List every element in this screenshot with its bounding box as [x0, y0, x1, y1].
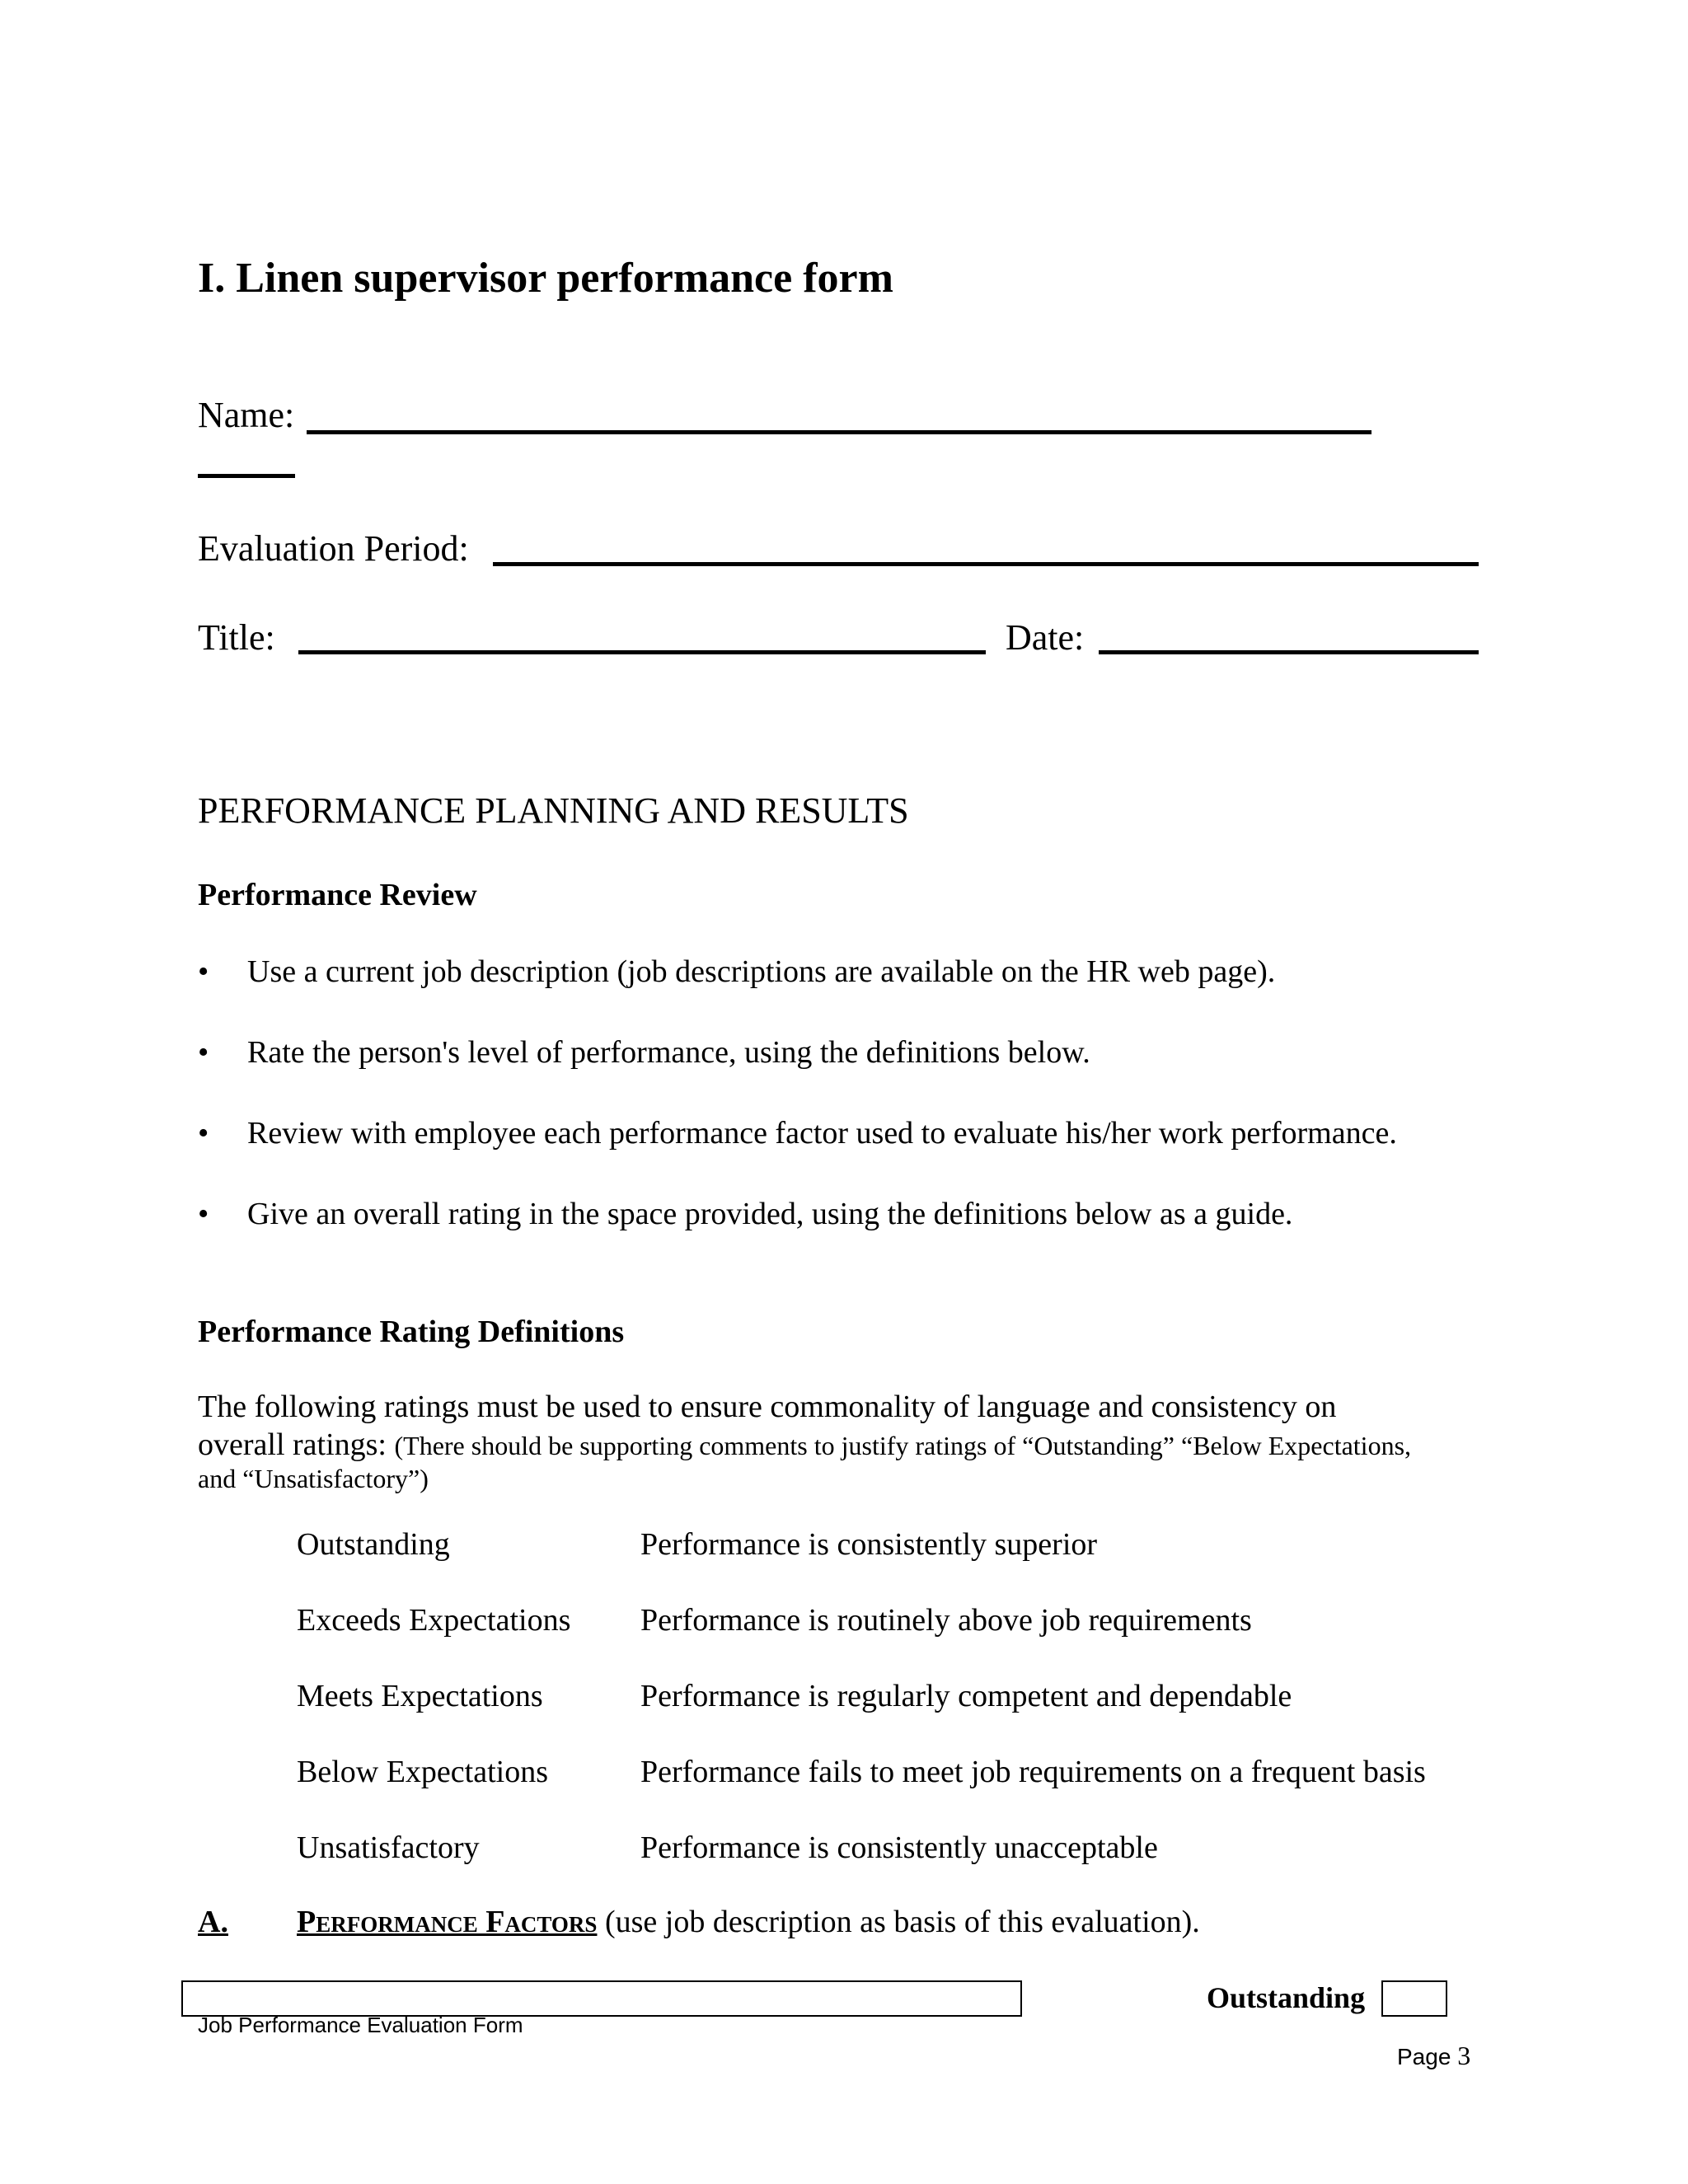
bullet-icon: • [198, 1035, 209, 1070]
name-field[interactable] [307, 430, 1372, 434]
performance-factors-letter: A. [198, 1905, 228, 1939]
performance-review-heading: Performance Review [198, 878, 477, 912]
bullet-item: • Give an overall rating in the space provided, using the definitions below as a guide. [198, 1197, 1293, 1231]
evaluation-period-label: Evaluation Period: [198, 528, 469, 569]
rating-definitions-heading: Performance Rating Definitions [198, 1315, 625, 1349]
performance-factors-title: Performance Factors [297, 1905, 598, 1939]
rating-description: Performance is consistently unacceptable [640, 1830, 1158, 1865]
date-field[interactable] [1099, 650, 1479, 654]
bullet-icon: • [198, 1116, 209, 1151]
bullet-item: • Use a current job description (job descriptions are available on the HR web page). [198, 954, 1276, 989]
rating-intro-line: The following ratings must be used to ensure commonality of language and consistency on [198, 1390, 1337, 1424]
rating-label: Exceeds Expectations [297, 1603, 571, 1638]
rating-intro-line [198, 1426, 1411, 1465]
footer-form-name: Job Performance Evaluation Form [198, 2013, 523, 2037]
rating-intro-note: (There should be supporting comments to justify ratings of “Outstanding” “Below Expectations, [394, 1431, 1412, 1460]
page-number-value: 3 [1457, 2041, 1471, 2070]
bullet-icon: • [198, 954, 209, 989]
rating-description: Performance is regularly competent and dependable [640, 1679, 1292, 1713]
rating-label: Outstanding [297, 1527, 450, 1562]
bullet-item: • Rate the person's level of performance, using the definitions below. [198, 1035, 1090, 1070]
title-field[interactable] [298, 650, 986, 654]
name-label: Name: [198, 395, 295, 435]
rating-description: Performance is routinely above job requirements [640, 1603, 1252, 1638]
outstanding-checkbox[interactable] [1381, 1980, 1447, 2017]
rating-label: Unsatisfactory [297, 1830, 480, 1865]
page-label: Page [1397, 2044, 1451, 2069]
date-label: Date: [1006, 617, 1085, 658]
title-label: Title: [198, 617, 275, 658]
rating-label: Meets Expectations [297, 1679, 543, 1713]
section-heading: PERFORMANCE PLANNING AND RESULTS [198, 790, 909, 831]
performance-factors-heading [198, 1904, 1200, 1940]
bullet-icon: • [198, 1197, 209, 1231]
bullet-item: • Review with employee each performance factor used to evaluate his/her work performance. [198, 1116, 1397, 1151]
rating-description: Performance is consistently superior [640, 1527, 1098, 1562]
page-number [1397, 2041, 1470, 2071]
performance-factors-note: (use job description as basis of this evaluation). [604, 1905, 1200, 1939]
page-title: I. Linen supervisor performance form [198, 255, 893, 302]
evaluation-period-field[interactable] [493, 562, 1479, 566]
name-field-continuation[interactable] [198, 474, 295, 478]
rating-column-label: Outstanding [1207, 1981, 1366, 2014]
factor-name-cell[interactable] [181, 1980, 1022, 2017]
rating-description: Performance fails to meet job requirements on a frequent basis [640, 1755, 1426, 1789]
rating-intro-note-end: and “Unsatisfactory”) [198, 1464, 429, 1493]
rating-label: Below Expectations [297, 1755, 548, 1789]
rating-intro-lead: overall ratings: [198, 1427, 387, 1462]
